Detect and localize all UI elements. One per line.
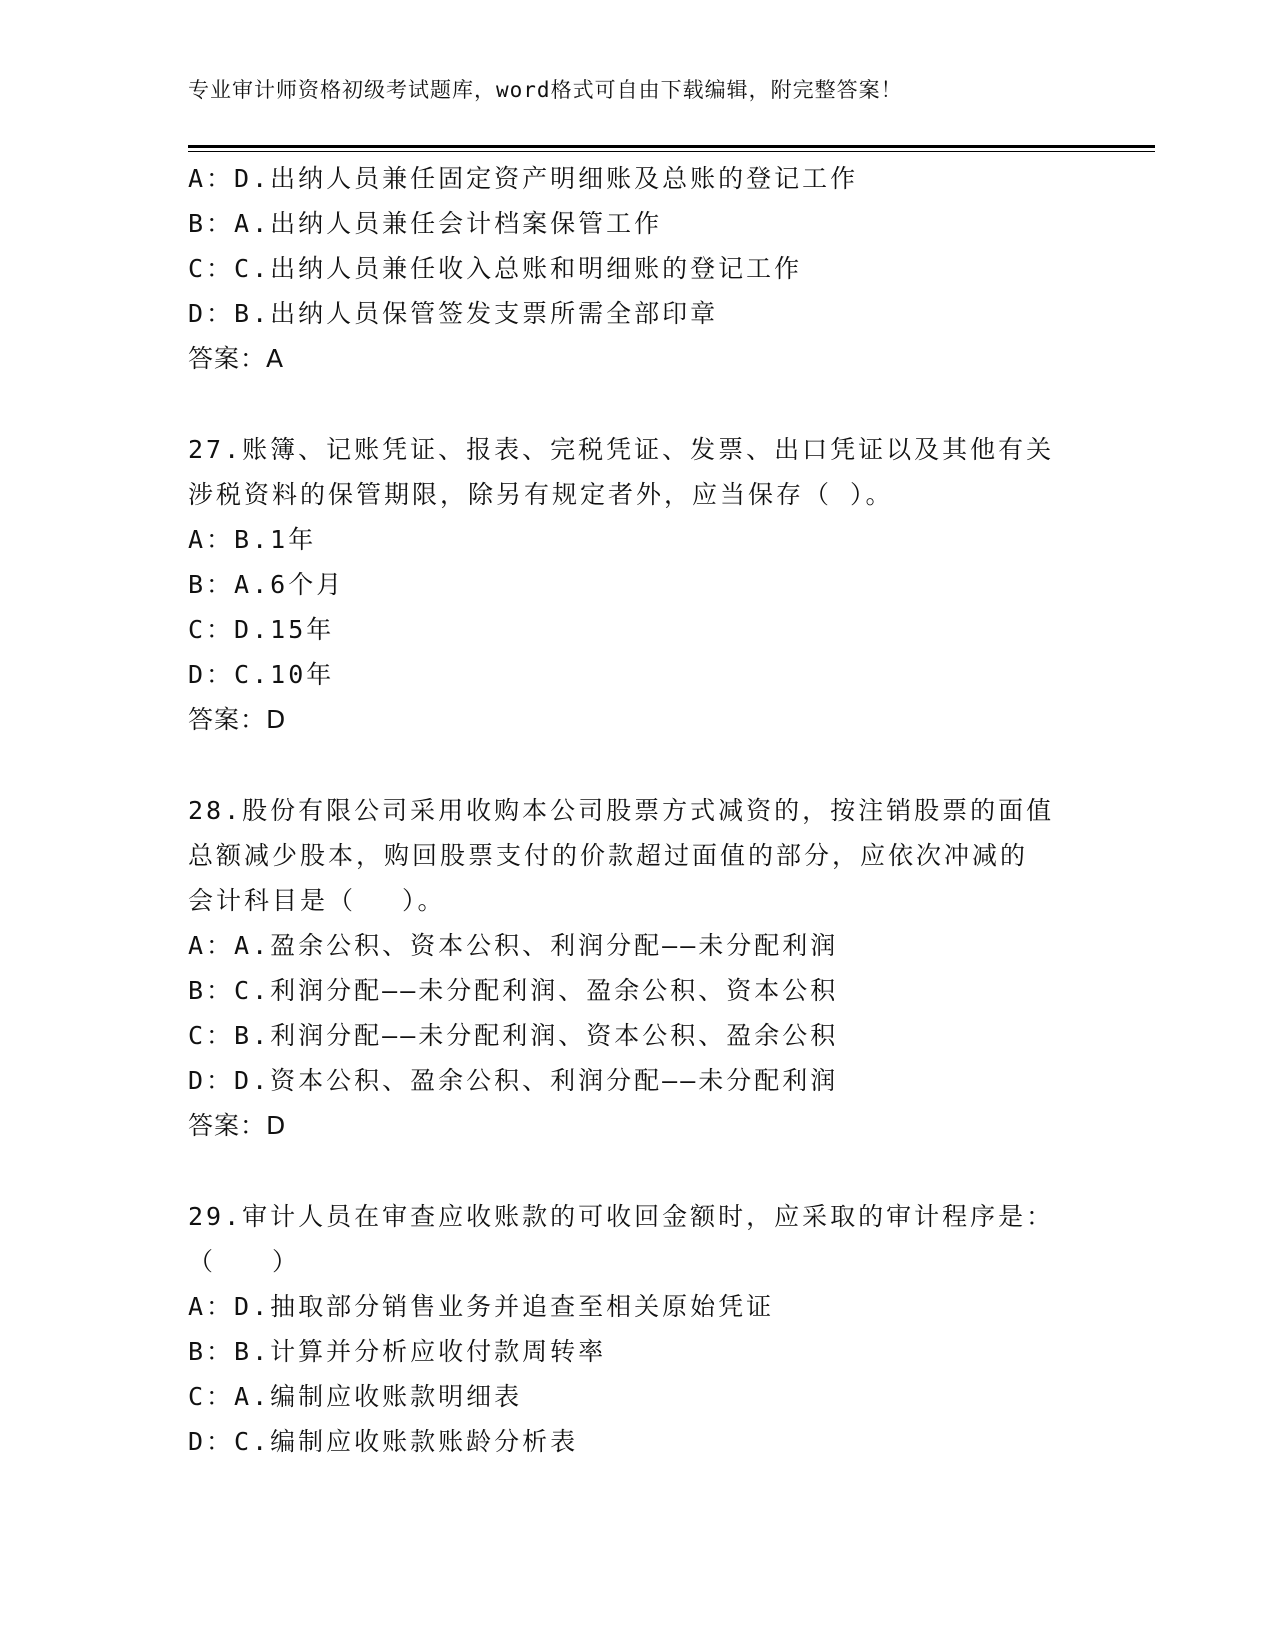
question-list: [188, 156, 1088, 1464]
option-a: A：A.盈余公积、资本公积、利润分配——未分配利润: [188, 931, 839, 960]
option-c: C：A.编制应收账款明细表: [188, 1382, 523, 1411]
question-text: 27.账簿、记账凭证、报表、完税凭证、发票、出口凭证以及其他有关: [188, 435, 1055, 464]
spacer: [188, 742, 1088, 788]
option-d: D：B.出纳人员保管签发支票所需全部印章: [188, 299, 719, 328]
question-block-28: [188, 788, 1088, 1148]
option-b: B：A.出纳人员兼任会计档案保管工作: [188, 209, 663, 238]
spacer: [188, 1148, 1088, 1194]
question-text: 29.审计人员在审查应收账款的可收回金额时，应采取的审计程序是：: [188, 1202, 1055, 1231]
question-block-29: [188, 1194, 1088, 1464]
option-c: C：D.15年: [188, 615, 335, 644]
answer-line: 答案：D: [188, 1111, 287, 1140]
question-block-27: [188, 427, 1088, 742]
page-header: 专业审计师资格初级考试题库，word格式可自由下载编辑，附完整答案！: [188, 78, 903, 102]
option-a: A：D.出纳人员兼任固定资产明细账及总账的登记工作: [188, 164, 859, 193]
answer-line: 答案：A: [188, 344, 285, 373]
answer-line: 答案：D: [188, 705, 287, 734]
option-b: B：B.计算并分析应收付款周转率: [188, 1337, 607, 1366]
header-divider: [188, 145, 1155, 152]
question-block-26: [188, 156, 1088, 381]
option-a: A：B.1年: [188, 525, 317, 554]
option-a: A：D.抽取部分销售业务并追查至相关原始凭证: [188, 1292, 775, 1321]
option-b: B：A.6个月: [188, 570, 345, 599]
question-text: 会计科目是（ ）。: [188, 886, 446, 915]
question-text: 28.股份有限公司采用收购本公司股票方式减资的，按注销股票的面值: [188, 796, 1055, 825]
option-d: D：D.资本公积、盈余公积、利润分配——未分配利润: [188, 1066, 839, 1095]
option-d: D：C.编制应收账款账龄分析表: [188, 1427, 579, 1456]
question-text: 总额减少股本，购回股票支付的价款超过面值的部分，应依次冲减的: [188, 841, 1029, 870]
question-text: （ ）: [188, 1247, 301, 1276]
question-text: 涉税资料的保管期限，除另有规定者外，应当保存（ ）。: [188, 480, 894, 509]
option-c: C：C.出纳人员兼任收入总账和明细账的登记工作: [188, 254, 803, 283]
spacer: [188, 381, 1088, 427]
option-d: D：C.10年: [188, 660, 335, 689]
option-c: C：B.利润分配——未分配利润、资本公积、盈余公积: [188, 1021, 839, 1050]
option-b: B：C.利润分配——未分配利润、盈余公积、资本公积: [188, 976, 839, 1005]
